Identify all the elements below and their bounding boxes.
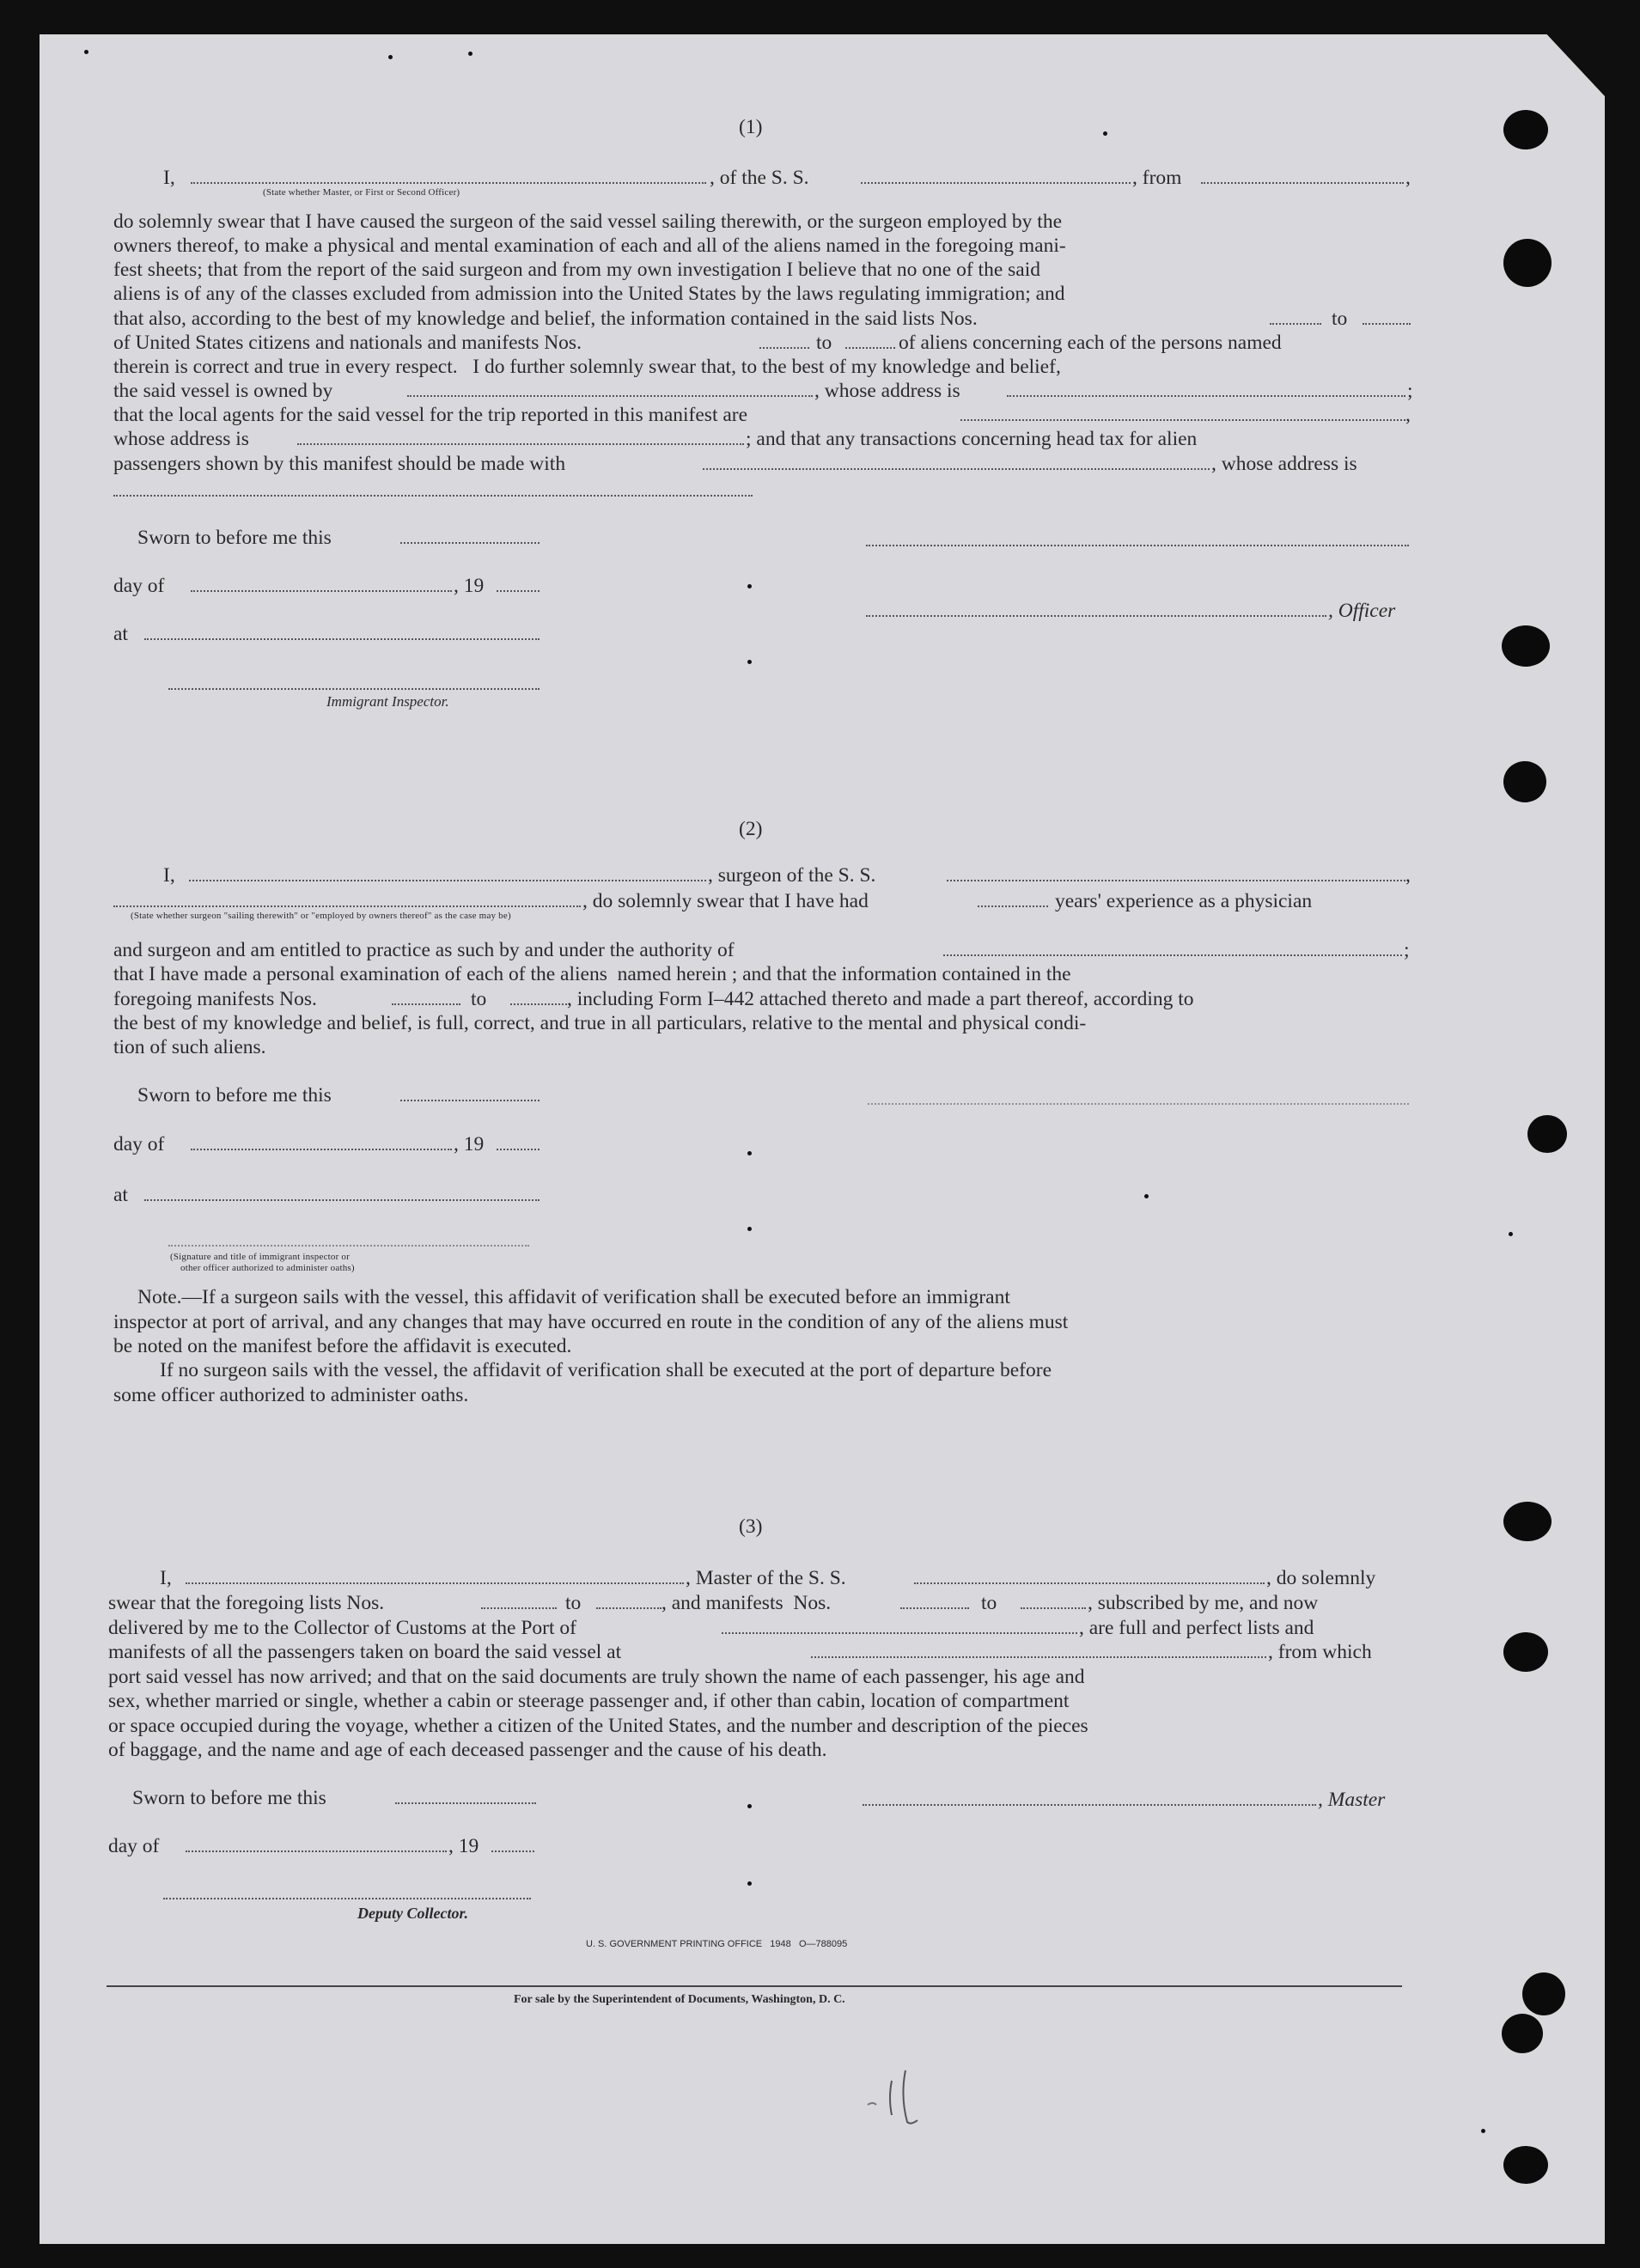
s3-day-of: day of <box>108 1835 160 1857</box>
s2-authority-field[interactable] <box>943 941 1402 956</box>
s2-sailing-hint: (State whether surgeon "sailing therewith" or "employed by owners thereof" as the case may be) <box>131 911 511 921</box>
s2-signature-field[interactable] <box>868 1089 1409 1105</box>
s2-line: tion of such aliens. <box>113 1036 266 1058</box>
speck <box>1481 2129 1485 2133</box>
s3-master-sig-field[interactable] <box>863 1790 1316 1806</box>
s2-at-field[interactable] <box>144 1186 540 1201</box>
speck <box>388 55 393 59</box>
s2-inspector-sig-field[interactable] <box>168 1235 529 1247</box>
s3-manifest-to-field[interactable] <box>1021 1594 1086 1609</box>
s3-embark-port-field[interactable] <box>811 1643 1266 1658</box>
s1-headtax-field[interactable] <box>703 454 1210 470</box>
s3-line: sex, whether married or single, whether a cabin or steerage passenger and, if other than cabin, location of compartment <box>108 1690 1070 1712</box>
punch-hole <box>1503 239 1552 287</box>
s1-manifest-from-field[interactable] <box>759 333 809 349</box>
s2-year-field[interactable] <box>497 1135 540 1150</box>
punch-hole <box>1503 1502 1552 1541</box>
punch-hole <box>1527 1115 1567 1153</box>
s1-inspector-sig-field[interactable] <box>168 676 540 690</box>
s1-name-field[interactable] <box>191 168 706 184</box>
s1-at-field[interactable] <box>144 625 540 640</box>
speck <box>84 50 88 54</box>
comma: , <box>1405 404 1411 426</box>
punch-hole <box>1502 625 1550 667</box>
s2-years-exp: years' experience as a physician <box>1055 890 1313 912</box>
s3-sworn: Sworn to before me this <box>132 1787 326 1809</box>
s3-port-field[interactable] <box>722 1619 1077 1634</box>
speck <box>747 1227 752 1231</box>
s1-line: of aliens concerning each of the persons named <box>899 332 1282 354</box>
s3-line: port said vessel has now arrived; and that on the said documents are truly shown the name of each passenger, his age and <box>108 1666 1085 1688</box>
punch-hole <box>1503 761 1546 802</box>
s3-delivered: delivered by me to the Collector of Customs at the Port of <box>108 1617 576 1639</box>
s1-agents-address-field[interactable] <box>297 430 744 445</box>
s1-owner-address-field[interactable] <box>1007 381 1405 397</box>
s1-line: aliens is of any of the classes excluded from admission into the United States by the laws regulating immigration; and <box>113 283 1065 305</box>
s1-whose-address-3: , whose address is <box>1211 453 1357 475</box>
s2-vessel-field[interactable] <box>947 866 1405 881</box>
s1-line: that also, according to the best of my knowledge and belief, the information contained in the said lists Nos. <box>113 308 978 330</box>
s1-line: of United States citizens and nationals and manifests Nos. <box>113 332 582 354</box>
speck <box>1509 1232 1513 1236</box>
s2-note: be noted on the manifest before the affidavit is executed. <box>113 1335 572 1357</box>
s2-note: inspector at port of arrival, and any changes that may have occurred en route in the condition of any of the aliens must <box>113 1311 1069 1333</box>
speck <box>747 1804 752 1808</box>
speck <box>747 584 752 588</box>
s1-lists-from-field[interactable] <box>1270 309 1321 325</box>
s1-local-agents: that the local agents for the said vessel for the trip reported in this manifest are <box>113 404 748 426</box>
s3-lists: swear that the foregoing lists Nos. <box>108 1592 385 1614</box>
s1-of-ss: , of the S. S. <box>710 167 809 189</box>
punch-hole <box>1502 2014 1543 2053</box>
section-1-number: (1) <box>739 116 763 138</box>
to-label: to <box>471 988 487 1010</box>
s2-year: , 19 <box>454 1133 485 1155</box>
s3-collector-sig-field[interactable] <box>163 1887 531 1899</box>
s3-year-field[interactable] <box>491 1837 534 1852</box>
gpo-imprint: U. S. GOVERNMENT PRINTING OFFICE 1948 O—788095 <box>586 1939 848 1949</box>
s3-subscribed: , subscribed by me, and now <box>1088 1592 1319 1614</box>
speck <box>1103 131 1107 136</box>
s2-sailing-field[interactable] <box>113 892 581 907</box>
s2-line: the best of my knowledge and belief, is full, correct, and true in all particulars, relative to the mental and physical condi- <box>113 1012 1087 1034</box>
s3-lists-to-field[interactable] <box>596 1594 661 1609</box>
s2-manifests: foregoing manifests Nos. <box>113 988 317 1010</box>
s1-name-hint: (State whether Master, or First or Second Officer) <box>263 187 460 198</box>
to-label: to <box>981 1592 997 1614</box>
punch-hole <box>1522 1972 1565 2015</box>
s1-at: at <box>113 623 128 645</box>
s1-officer-label: , Officer <box>1328 600 1396 622</box>
s3-vessel-field[interactable] <box>914 1569 1265 1584</box>
s1-inspector-label: Immigrant Inspector. <box>326 693 449 710</box>
s1-I: I, <box>163 167 175 189</box>
s2-day-of: day of <box>113 1133 165 1155</box>
punch-hole <box>1503 2146 1548 2184</box>
s3-I: I, <box>160 1567 172 1589</box>
speck <box>747 1881 752 1886</box>
s1-head-tax: ; and that any transactions concerning head tax for alien <box>746 428 1198 450</box>
for-sale-note: For sale by the Superintendent of Documents, Washington, D. C. <box>514 1993 845 2006</box>
s3-line: or space occupied during the voyage, whether a citizen of the United States, and the number and description of the pieces <box>108 1715 1088 1737</box>
punch-hole <box>1503 110 1548 149</box>
s3-solemnly: , do solemnly <box>1266 1567 1376 1589</box>
s3-lists-from-field[interactable] <box>481 1594 557 1609</box>
s3-name-field[interactable] <box>186 1569 684 1584</box>
s1-day-field[interactable] <box>191 576 452 592</box>
s2-sig-hint-2: other officer authorized to administer oaths) <box>180 1263 355 1273</box>
s1-agents-field[interactable] <box>960 405 1405 421</box>
s2-note: If no surgeon sails with the vessel, the affidavit of verification shall be executed at the port of departure before <box>160 1359 1052 1381</box>
s2-note: Note.—If a surgeon sails with the vessel, this affidavit of verification shall be executed before an immigrant <box>137 1286 1010 1308</box>
s3-taken: manifests of all the passengers taken on board the said vessel at <box>108 1641 622 1663</box>
s1-owner-field[interactable] <box>407 381 813 397</box>
s2-note: some officer authorized to administer oaths. <box>113 1384 469 1406</box>
speck <box>468 52 472 56</box>
s2-sworn: Sworn to before me this <box>137 1084 332 1107</box>
s3-deputy-label: Deputy Collector. <box>357 1905 468 1922</box>
s2-day-field[interactable] <box>191 1135 452 1150</box>
punch-hole <box>1503 1632 1548 1672</box>
s3-master-label: , Master <box>1318 1789 1386 1811</box>
s2-years-field[interactable] <box>978 892 1048 907</box>
s1-line: owners thereof, to make a physical and mental examination of each and all of the aliens named in the foregoing mani- <box>113 235 1066 257</box>
footer-rule <box>107 1985 1402 1987</box>
to-label: to <box>816 332 832 354</box>
s1-manifest-to-field[interactable] <box>845 333 895 349</box>
s1-year: , 19 <box>454 575 485 597</box>
section-3-number: (3) <box>739 1515 763 1538</box>
s3-perfect: , are full and perfect lists and <box>1079 1617 1314 1639</box>
s1-sworn: Sworn to before me this <box>137 527 332 549</box>
to-label: to <box>1332 308 1348 330</box>
s3-master-of: , Master of the S. S. <box>686 1567 846 1589</box>
s1-year-field[interactable] <box>497 576 540 592</box>
comma: , <box>1405 864 1411 887</box>
s1-from: , from <box>1132 167 1182 189</box>
s2-I: I, <box>163 864 175 887</box>
s3-year: , 19 <box>448 1835 479 1857</box>
s1-line: do solemnly swear that I have caused the surgeon of the said vessel sailing therewith, or the surgeon employed by the <box>113 210 1063 233</box>
s1-signature-field[interactable] <box>866 531 1409 546</box>
section-2-number: (2) <box>739 818 763 840</box>
semicolon: ; <box>1404 939 1410 961</box>
s1-vessel-field[interactable] <box>861 168 1131 184</box>
s2-sig-hint-1: (Signature and title of immigrant inspector or <box>170 1252 350 1262</box>
s3-day-field[interactable] <box>186 1837 447 1852</box>
s2-line: that I have made a personal examination of each of the aliens named herein ; and that the information contained in the <box>113 963 1071 985</box>
s2-swear: , do solemnly swear that I have had <box>582 890 869 912</box>
s1-whose-address: , whose address is <box>814 380 960 402</box>
to-label: to <box>565 1592 582 1614</box>
s2-manifest-from-field[interactable] <box>392 990 460 1005</box>
s2-name-field[interactable] <box>189 866 706 881</box>
s1-owned-by: the said vessel is owned by <box>113 380 333 402</box>
semicolon: ; <box>1407 380 1413 402</box>
s1-day-of: day of <box>113 575 165 597</box>
s1-whose-address-2: whose address is <box>113 428 249 450</box>
speck <box>747 660 752 664</box>
speck <box>1144 1194 1149 1198</box>
s2-manifest-to-field[interactable] <box>510 990 567 1005</box>
s3-line: of baggage, and the name and age of each deceased passenger and the cause of his death. <box>108 1739 827 1761</box>
s1-from-field[interactable] <box>1201 168 1404 184</box>
s2-authority: and surgeon and am entitled to practice as such by and under the authority of <box>113 939 735 961</box>
s2-surgeon-of: , surgeon of the S. S. <box>708 864 876 887</box>
speck <box>747 1151 752 1155</box>
s3-sworn-field[interactable] <box>395 1789 536 1804</box>
s1-line: fest sheets; that from the report of the said surgeon and from my own investigation I believe that no one of the said <box>113 259 1040 281</box>
s1-officer-field[interactable] <box>866 601 1326 617</box>
s1-line: therein is correct and true in every respect. I do further solemnly swear that, to the best of my knowledge and belief, <box>113 356 1061 378</box>
handwritten-mark <box>859 2062 954 2131</box>
s1-lists-to-field[interactable] <box>1363 309 1411 325</box>
s3-from-which: , from which <box>1268 1641 1372 1663</box>
s1-passengers: passengers shown by this manifest should be made with <box>113 453 566 475</box>
s2-sworn-field[interactable] <box>400 1086 540 1101</box>
s1-sworn-field[interactable] <box>400 528 540 544</box>
s3-manifest-from-field[interactable] <box>900 1594 969 1609</box>
comma: , <box>1405 167 1411 189</box>
s1-headtax-address-field[interactable] <box>113 481 753 497</box>
s2-form: , including Form I–442 attached thereto and made a part thereof, according to <box>567 988 1194 1010</box>
s2-at: at <box>113 1184 128 1206</box>
s3-manifests: , and manifests Nos. <box>661 1592 832 1614</box>
